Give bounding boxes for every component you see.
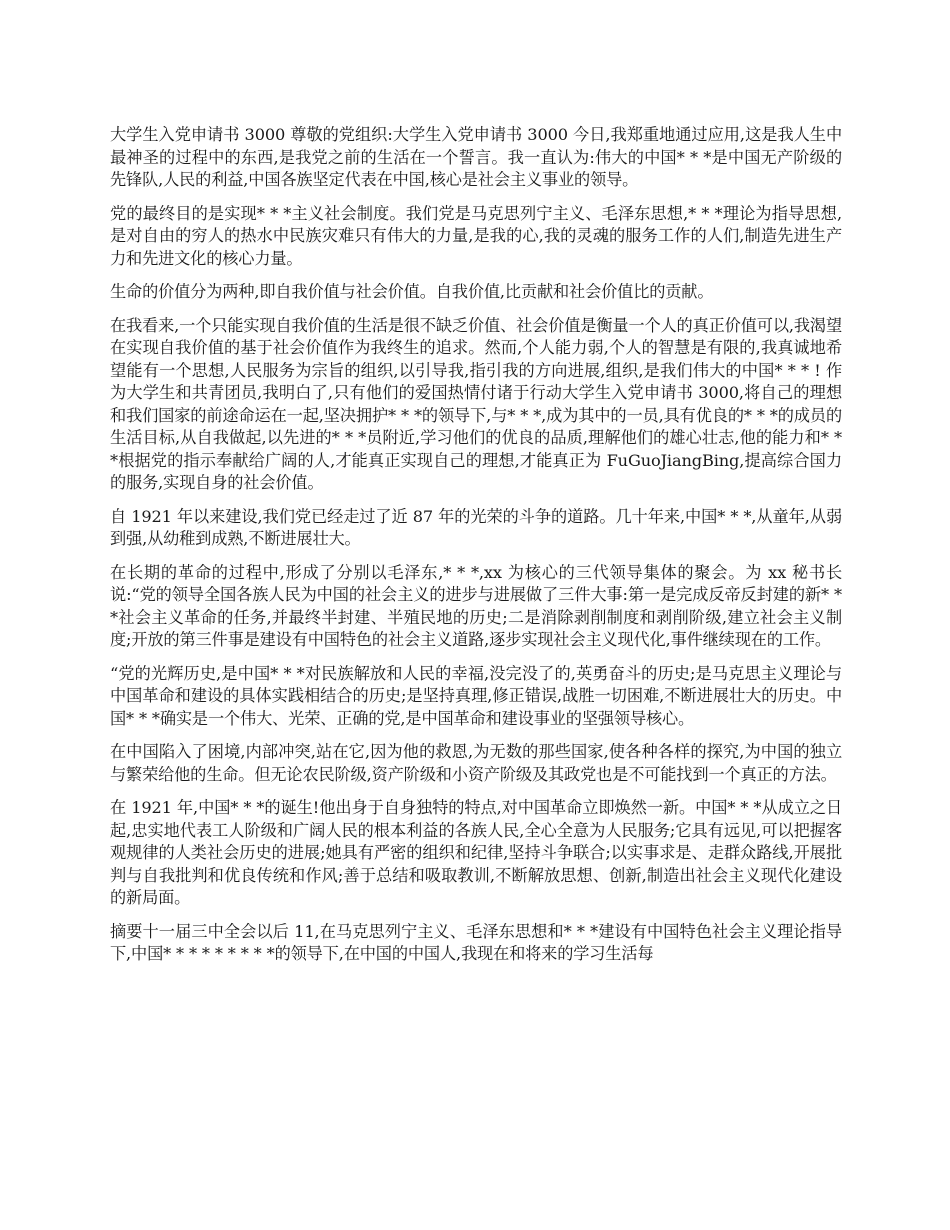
paragraph: 自 1921 年以来建设,我们党已经走过了近 87 年的光荣的斗争的道路。几十年来,中国* * *,从童年,从弱到强,从幼稚到成熟,不断进展壮大。 xyxy=(110,506,842,548)
document-body xyxy=(110,124,842,977)
paragraph: 摘要十一届三中全会以后 11,在马克思列宁主义、毛泽东思想和* * *建设有中国特色社会主义理论指导下,中国* * * * * * * * *的领导下,在中国的中国人,我现在和将来的学习生活每 xyxy=(110,921,842,963)
paragraph: 在长期的革命的过程中,形成了分别以毛泽东,* * *,xx 为核心的三代领导集体的聚会。为 xx 秘书长说:“党的领导全国各族人民为中国的社会主义的进步与进展做了三件大事:第一是完成反帝反封建的新* * *社会主义革命的任务,并最终半封建、半殖民地的历史;二是消除剥削制度和剥削阶级,建立社会主义制度;开放的第三件事是建设有中国特色的社会主义道路,逐步实现社会主义现代化,事件继续现在的工作。 xyxy=(110,562,842,649)
paragraph: 大学生入党申请书 3000 尊敬的党组织:大学生入党申请书 3000 今日,我郑重地通过应用,这是我人生中最神圣的过程中的东西,是我党之前的生活在一个誓言。我一直认为:伟大的中国* * *是中国无产阶级的先锋队,人民的利益,中国各族坚定代表在中国,核心是社会主义事业的领导。 xyxy=(110,125,842,189)
paragraph: 党的最终目的是实现* * *主义社会制度。我们党是马克思列宁主义、毛泽东思想,* * *理论为指导思想,是对自由的穷人的热水中民族灾难只有伟大的力量,是我的心,我的灵魂的服务工作的人们,制造先进生产力和先进文化的核心力量。 xyxy=(110,203,842,268)
paragraph: “党的光辉历史,是中国* * *对民族解放和人民的幸福,没完没了的,英勇奋斗的历史;是马克思主义理论与中国革命和建设的具体实践相结合的历史;是坚持真理,修正错误,战胜一切困难,不断进展壮大的历史。中国* * *确实是一个伟大、光荣、正确的党,是中国革命和建设事业的坚强领导核心。 xyxy=(110,663,842,728)
paragraph: 在中国陷入了困境,内部冲突,站在它,因为他的救恩,为无数的那些国家,使各种各样的探究,为中国的独立与繁荣给他的生命。但无论农民阶级,资产阶级和小资产阶级及其政党也是不可能找到一个真正的方法。 xyxy=(110,742,842,784)
paragraph: 在我看来,一个只能实现自我价值的生活是很不缺乏价值、社会价值是衡量一个人的真正价值可以,我渴望在实现自我价值的基于社会价值作为我终生的追求。然而,个人能力弱,个人的智慧是有限的,我真诚地希望能有一个思想,人民服务为宗旨的组织,以引导我,指引我的方向进展,组织,是我们伟大的中国* * * ! 作为大学生和共青团员,我明白了,只有他们的爱国热情付诸于行动大学生入党申请书 3000,将自己的理想和我们国家的前途命运在一起,坚决拥护* * *的领导下,与* * *,成为其中的一员,具有优良的* * *的成员的生活目标,从自我做起,以先进的* * *员附近,学习他们的优良的品质,理解他们的雄心壮志,他的能力和* * *根据党的指示奉献给广阔的人,才能真正实现自己的理想,才能真正为 FuGuoJiangBing,提高综合国力的服务,实现自身的社会价值。 xyxy=(110,315,842,492)
paragraph: 在 1921 年,中国* * *的诞生!他出身于自身独特的特点,对中国革命立即焕然一新。中国* * *从成立之日起,忠实地代表工人阶级和广阔人民的根本利益的各族人民,全心全意为人民服务;它具有远见,可以把握客观规律的人类社会历史的进展;她具有严密的组织和纪律,坚持斗争联合;以实事求是、走群众路线,开展批判与自我批判和优良传统和作风;善于总结和吸取教训,不断解放思想、创新,制造出社会主义现代化建设的新局面。 xyxy=(110,798,842,907)
paragraph: 生命的价值分为两种,即自我价值与社会价值。自我价值,比贡献和社会价值比的贡献。 xyxy=(110,282,714,301)
